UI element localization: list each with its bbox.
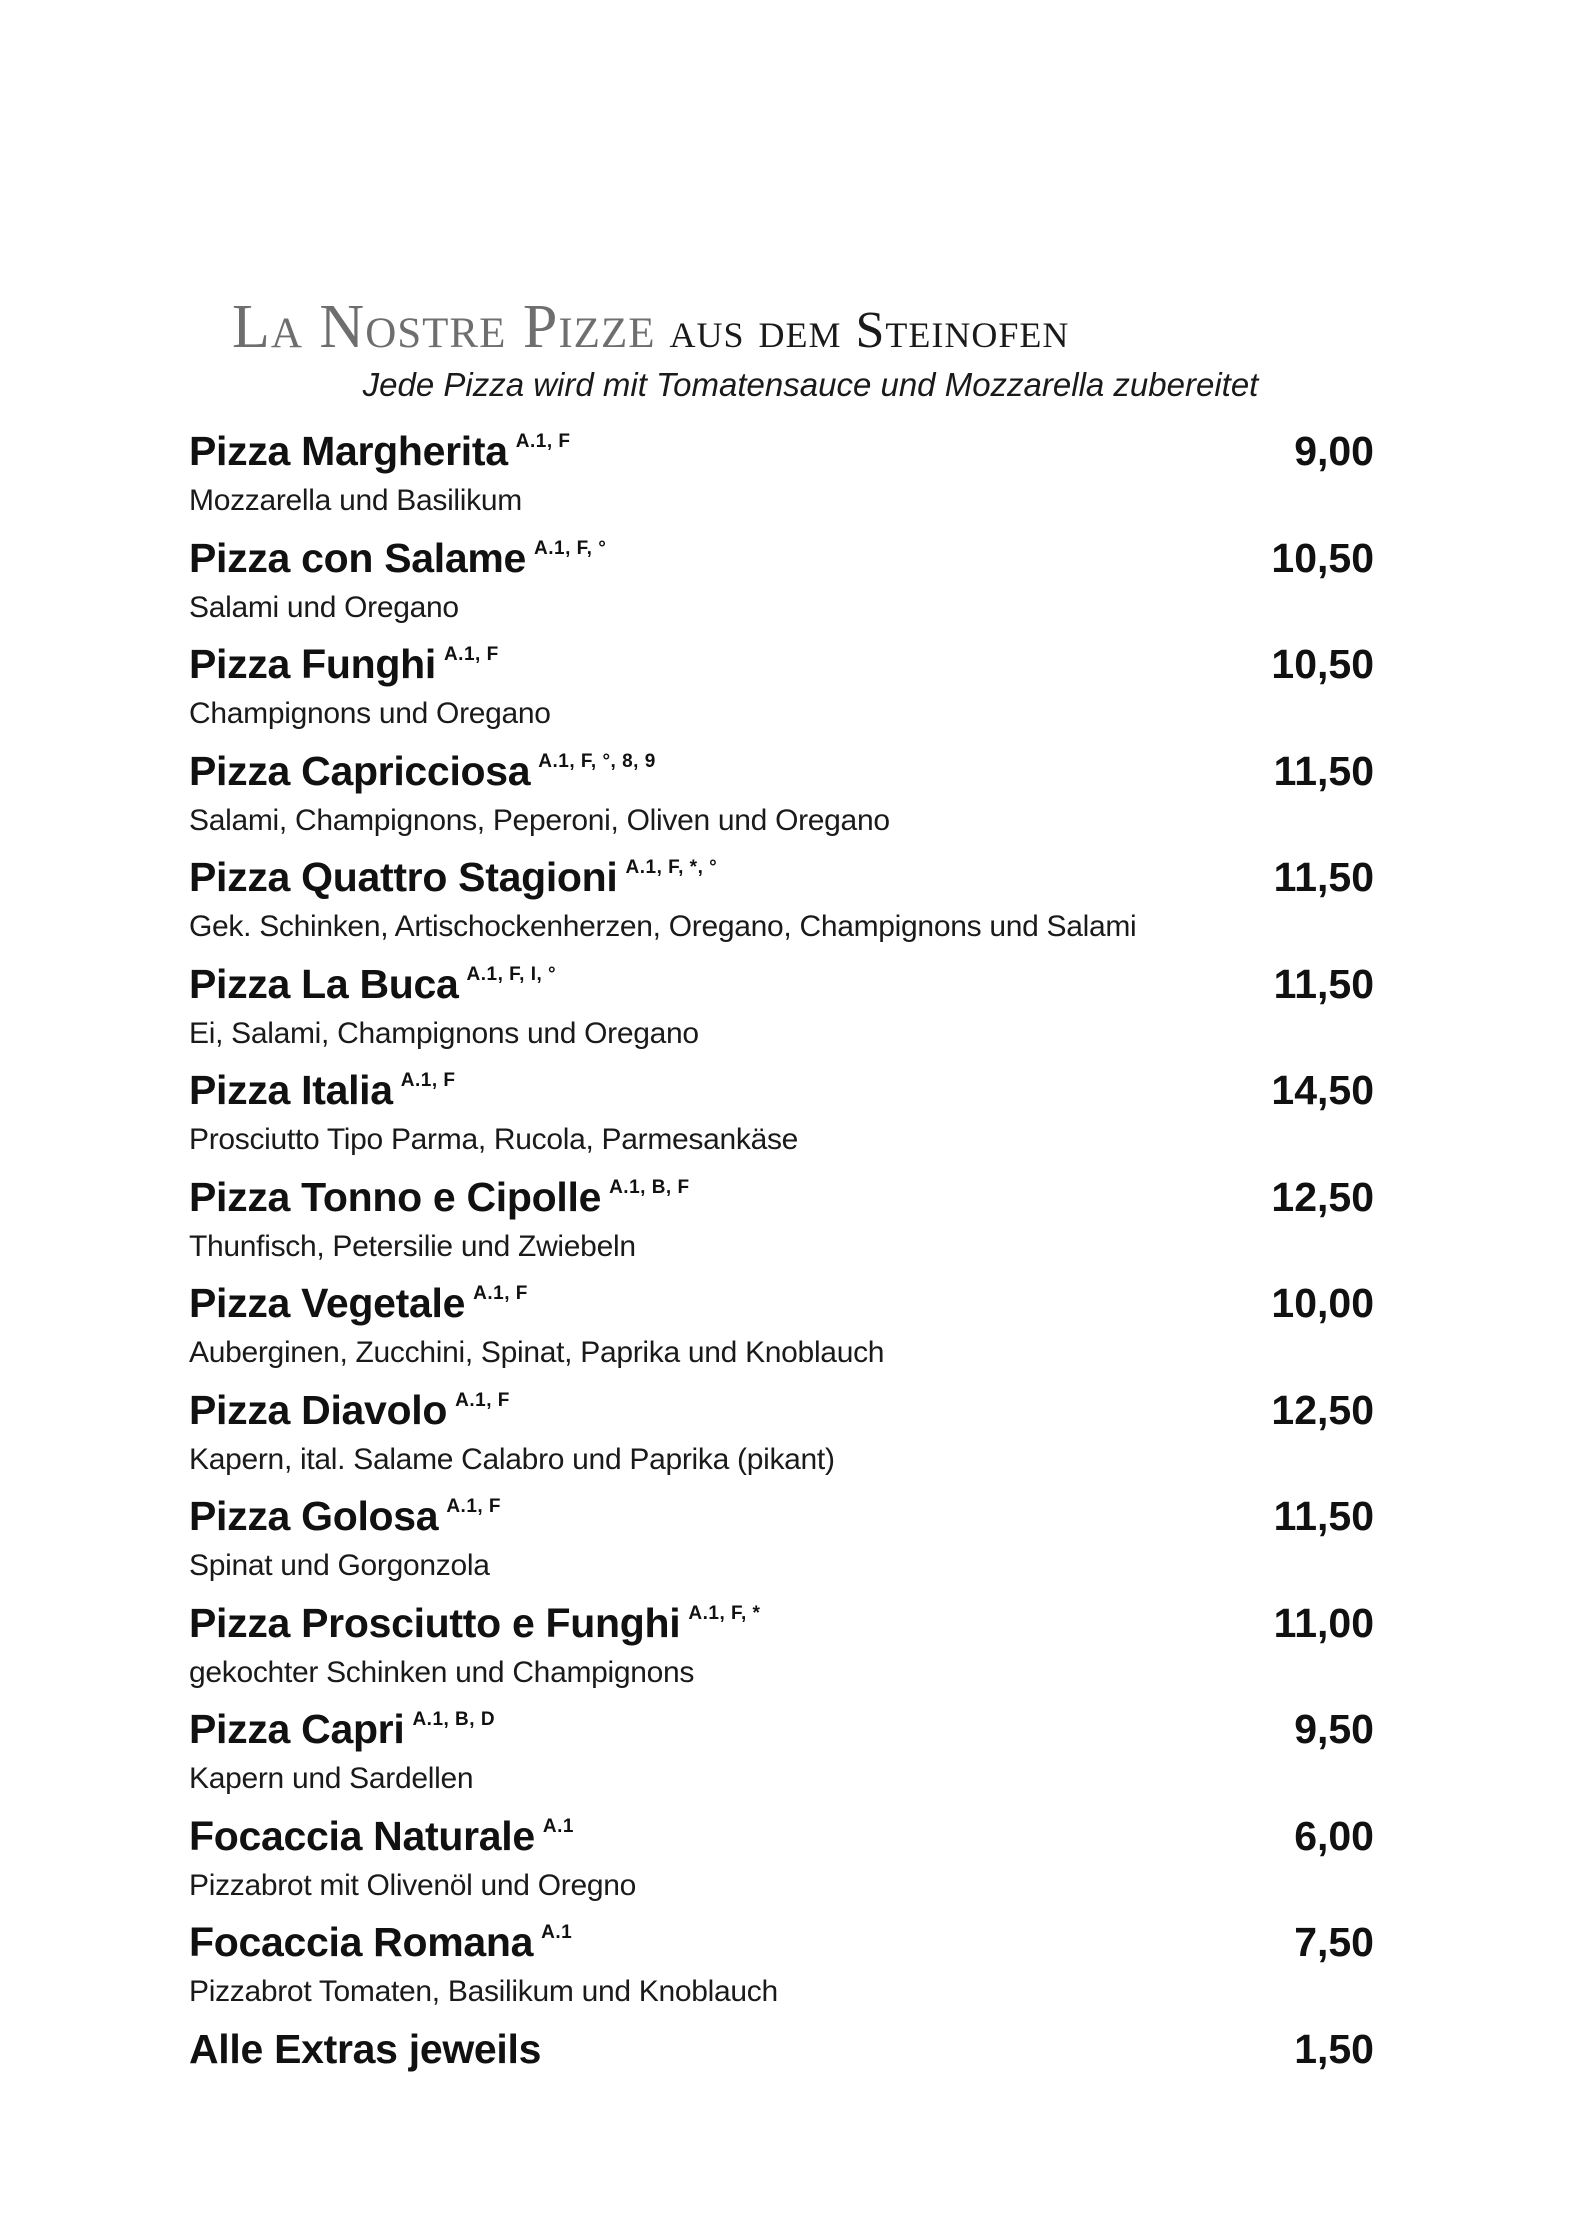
menu-item-header	[189, 1706, 1374, 1762]
menu-item-price: 11,50	[1273, 747, 1374, 794]
menu-item-list	[189, 428, 1374, 2132]
menu-item-name: Pizza Capricciosa	[189, 747, 531, 794]
menu-item-title	[189, 748, 656, 795]
menu-item-description: Ei, Salami, Champignons und Oregano	[189, 1016, 699, 1050]
menu-item-title	[189, 1493, 501, 1540]
menu-item-title	[189, 641, 499, 688]
menu-title	[232, 293, 1070, 361]
menu-subtitle: Jede Pizza wird mit Tomatensauce und Mozzarella zubereitet	[362, 366, 1259, 403]
menu-item-description: gekochter Schinken und Champignons	[189, 1655, 695, 1689]
menu-item-description: Spinat und Gorgonzola	[189, 1549, 490, 1582]
menu-item-description: Pizzabrot mit Olivenöl und Oregno	[189, 1868, 636, 1902]
menu-item-name: Alle Extras jeweils	[189, 2025, 542, 2072]
menu-item	[189, 641, 1374, 748]
menu-item-title	[189, 535, 606, 582]
menu-item-allergens: A.1, F	[515, 431, 571, 452]
menu-item-price: 11,00	[1273, 1599, 1374, 1646]
menu-item-title	[189, 2026, 541, 2073]
menu-item-header	[189, 1067, 1374, 1123]
menu-item	[189, 1706, 1374, 1813]
menu-item	[189, 1067, 1374, 1174]
menu-item-description: Champignons und Oregano	[189, 697, 551, 730]
menu-item-name: Pizza Tonno e Cipolle	[189, 1173, 602, 1220]
menu-item-price: 11,50	[1273, 854, 1374, 900]
menu-item-allergens: A.1, F	[455, 1389, 510, 1411]
menu-item-header	[189, 1919, 1374, 1975]
menu-item-description: Salami, Champignons, Peperoni, Oliven und Oregano	[189, 803, 890, 837]
menu-item-name: Pizza Golosa	[189, 1493, 439, 1539]
menu-item-name: Pizza Margherita	[189, 428, 508, 474]
menu-item-price: 10,50	[1271, 641, 1374, 687]
menu-item-price: 9,50	[1294, 1706, 1374, 1752]
menu-item-header	[189, 641, 1374, 697]
menu-item-description: Pizzabrot Tomaten, Basilikum und Knoblauch	[189, 1975, 778, 2008]
menu-item-title	[189, 1706, 495, 1753]
menu-item-description: Kapern, ital. Salame Calabro und Paprika (pikant)	[189, 1442, 835, 1476]
menu-item-allergens: A.1, B, F	[609, 1176, 690, 1198]
menu-item-allergens: A.1, F	[400, 1070, 456, 1091]
menu-item-name: Pizza Quattro Stagioni	[189, 854, 618, 900]
menu-item-name: Pizza Capri	[189, 1706, 405, 1752]
menu-item-header	[189, 1600, 1374, 1656]
menu-item-header	[189, 854, 1374, 910]
menu-item-title	[189, 1067, 456, 1114]
menu-item-name: Focaccia Naturale	[189, 1812, 535, 1859]
menu-item-description: Thunfisch, Petersilie und Zwiebeln	[189, 1229, 636, 1263]
menu-item-description: Kapern und Sardellen	[189, 1762, 474, 1795]
menu-item-header	[189, 1174, 1374, 1230]
menu-item-allergens: A.1, F	[443, 644, 499, 665]
menu-item-header	[189, 1280, 1374, 1336]
menu-item-price: 6,00	[1294, 1812, 1374, 1859]
menu-item-description: Mozzarella und Basilikum	[189, 484, 522, 517]
menu-item-title	[189, 1813, 574, 1860]
menu-item-name: Pizza Prosciutto e Funghi	[189, 1599, 681, 1646]
menu-item-allergens: A.1, B, D	[412, 1709, 496, 1730]
menu-item	[189, 961, 1374, 1068]
menu-item-header	[189, 961, 1374, 1017]
menu-item	[189, 1387, 1374, 1494]
menu-item-description: Auberginen, Zucchini, Spinat, Paprika und Knoblauch	[189, 1336, 885, 1369]
menu-item-price: 10,50	[1271, 534, 1374, 581]
menu-item-allergens: A.1	[542, 1815, 574, 1837]
menu-item-allergens: A.1, F, *	[688, 1602, 761, 1624]
menu-item-title	[189, 1600, 760, 1647]
menu-item-name: Focaccia Romana	[189, 1919, 534, 1965]
menu-item-title	[189, 1387, 510, 1434]
menu-item-allergens: A.1, F, I, °	[466, 963, 557, 985]
menu-item-price: 1,50	[1294, 2025, 1374, 2072]
menu-item-allergens: A.1, F	[473, 1283, 528, 1304]
menu-item	[189, 1813, 1374, 1920]
menu-item-title	[189, 1174, 690, 1221]
menu-item-price: 12,50	[1271, 1386, 1374, 1433]
menu-item-name: Pizza Italia	[189, 1067, 393, 1113]
menu-item	[189, 535, 1374, 642]
menu-item	[189, 1280, 1374, 1387]
menu-item-header	[189, 428, 1374, 484]
menu-item-title	[189, 428, 570, 475]
menu-item	[189, 1600, 1374, 1707]
menu-item-header	[189, 2026, 1374, 2082]
menu-item	[189, 1493, 1374, 1600]
menu-item-description: Prosciutto Tipo Parma, Rucola, Parmesankäse	[189, 1123, 799, 1156]
menu-item-header	[189, 1813, 1374, 1869]
menu-item-name: Pizza con Salame	[189, 534, 527, 581]
menu-item-price: 9,00	[1294, 428, 1374, 474]
menu-item	[189, 1174, 1374, 1281]
menu-item-name: Pizza Funghi	[189, 641, 436, 687]
menu-title-main: La Nostre Pizze	[232, 293, 656, 361]
menu-item-title	[189, 854, 717, 901]
menu-item	[189, 428, 1374, 535]
menu-item-name: Pizza La Buca	[189, 960, 459, 1007]
menu-item-price: 14,50	[1271, 1067, 1374, 1113]
menu-item-name: Pizza Diavolo	[189, 1386, 448, 1433]
menu-item-title	[189, 1919, 572, 1966]
menu-item-allergens: A.1, F, °, 8, 9	[538, 750, 656, 772]
menu-item	[189, 1919, 1374, 2026]
menu-item-price: 12,50	[1271, 1173, 1374, 1220]
menu-item-allergens: A.1, F	[446, 1496, 502, 1517]
menu-item-header	[189, 748, 1374, 804]
menu-item	[189, 854, 1374, 961]
menu-item-price: 10,00	[1271, 1280, 1374, 1326]
menu-item-header	[189, 1493, 1374, 1549]
menu-item-header	[189, 1387, 1374, 1443]
menu-item-price: 7,50	[1294, 1919, 1374, 1965]
menu-item	[189, 748, 1374, 855]
menu-item-price: 11,50	[1273, 1493, 1374, 1539]
menu-item-allergens: A.1	[541, 1922, 573, 1943]
menu-item-price: 11,50	[1273, 960, 1374, 1007]
menu-item	[189, 2026, 1374, 2133]
menu-title-sub: aus dem Steinofen	[669, 302, 1070, 359]
menu-item-allergens: A.1, F, °	[534, 537, 607, 559]
menu-item-allergens: A.1, F, *, °	[625, 857, 718, 878]
menu-item-title	[189, 1280, 528, 1327]
menu-item-description: Salami und Oregano	[189, 590, 459, 624]
menu-item-header	[189, 535, 1374, 591]
menu-item-name: Pizza Vegetale	[189, 1280, 466, 1326]
menu-item-title	[189, 961, 556, 1008]
menu-item-description: Gek. Schinken, Artischockenherzen, Oregano, Champignons und Salami	[189, 910, 1137, 943]
